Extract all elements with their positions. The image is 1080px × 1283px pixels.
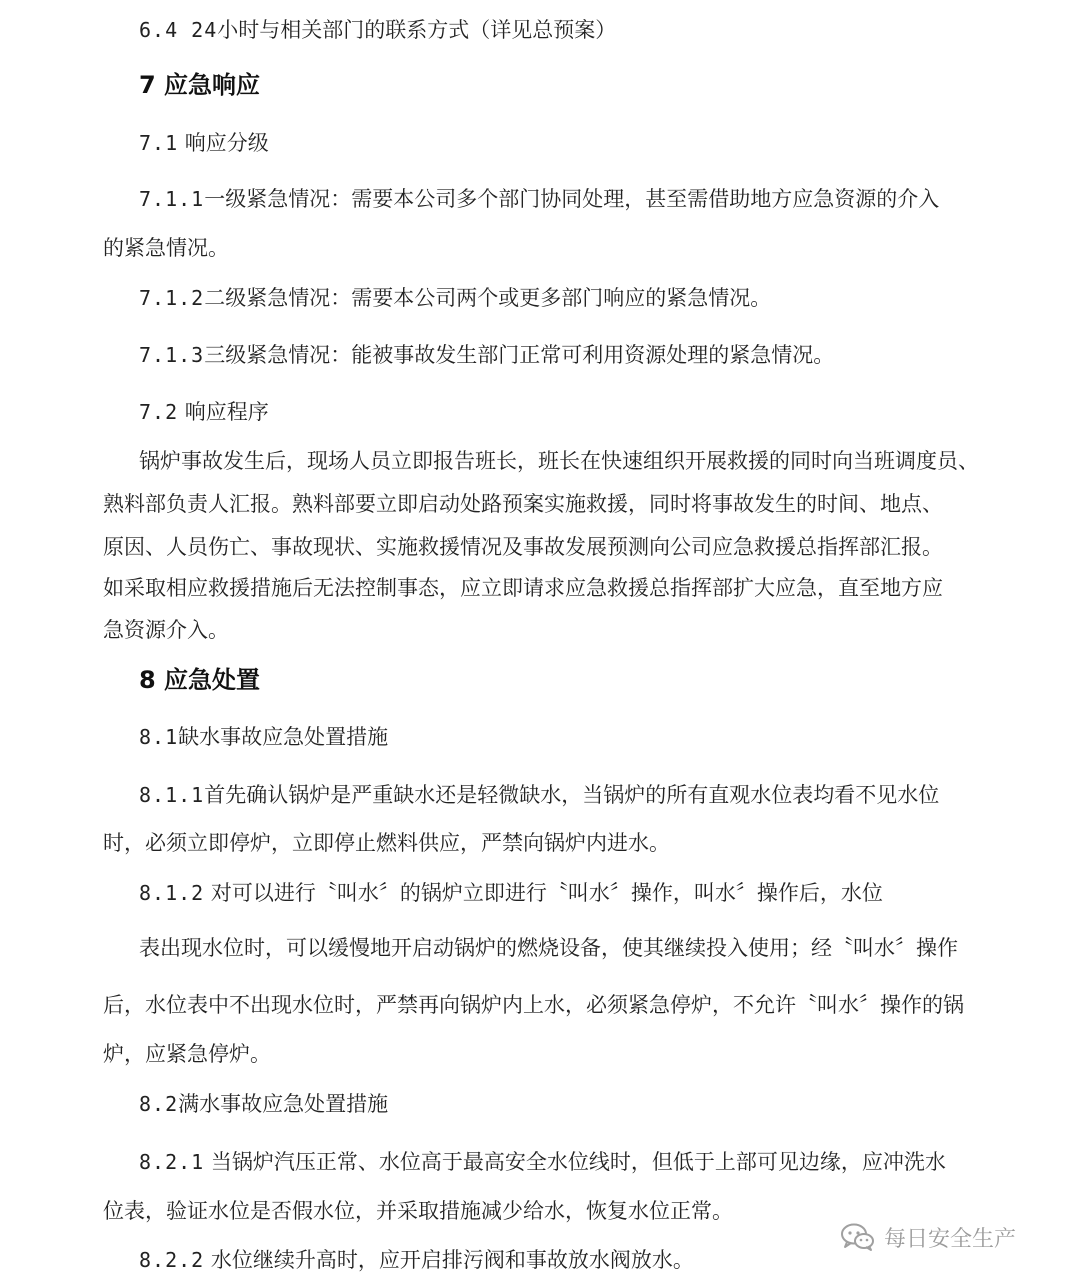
paragraph-line: 原因、人员伤亡、事故现状、实施救援情况及事故发展预测向公司应急救援总指挥部汇报。 xyxy=(103,535,943,559)
text-line xyxy=(139,724,388,750)
paragraph-line: 如采取相应救援措施后无法控制事态，应立即请求应急救援总指挥部扩大应急，直至地方应 xyxy=(103,576,943,600)
text-line: 表出现水位时，可以缓慢地开启动锅炉的燃烧设备，使其继续投入使用；经〝叫水〞操作 xyxy=(139,936,958,960)
section-number: 8.2 xyxy=(139,1092,179,1116)
text-line: 位表，验证水位是否假水位，并采取措施减少给水，恢复水位正常。 xyxy=(103,1199,733,1223)
section-number: 8.2.1 xyxy=(139,1150,205,1174)
line-text: 响应分级 xyxy=(178,131,269,155)
text-line xyxy=(139,186,939,212)
text-line: 后，水位表中不出现水位时，严禁再向锅炉内上水，必须紧急停炉，不允许〝叫水〞操作的锅 xyxy=(103,993,964,1017)
paragraph-line: 熟料部负责人汇报。熟料部要立即启动处路预案实施救援，同时将事故发生的时间、地点、 xyxy=(103,492,943,516)
section-number: 7.1 xyxy=(139,131,179,155)
watermark xyxy=(840,1219,1016,1255)
line-text: 首先确认锅炉是严重缺水还是轻微缺水，当锅炉的所有直观水位表均看不见水位 xyxy=(204,783,940,807)
text-line xyxy=(139,1149,946,1175)
line-text: 三级紧急情况：能被事故发生部门正常可利用资源处理的紧急情况。 xyxy=(204,343,835,367)
line-text: 小时与相关部门的联系方式（详见总预案） xyxy=(217,18,617,42)
section-number: 7.1.1 xyxy=(139,187,205,211)
section-number: 8.1.1 xyxy=(139,783,205,807)
text-line: 的紧急情况。 xyxy=(103,236,229,260)
section-number: 7.1.2 xyxy=(139,286,205,310)
section-number: 7.1.3 xyxy=(139,343,205,367)
text-line xyxy=(139,782,939,808)
text-line xyxy=(139,1247,694,1273)
section-heading-8: 8 应急处置 xyxy=(139,666,261,694)
text-line xyxy=(139,130,269,156)
section-number: 6.4 24 xyxy=(139,18,218,42)
watermark-text: 每日安全生产 xyxy=(884,1226,1017,1252)
section-number: 7.2 xyxy=(139,400,179,424)
line-text: 满水事故应急处置措施 xyxy=(178,1092,389,1116)
paragraph-line: 急资源介入。 xyxy=(103,618,229,642)
line-text: 当锅炉汽压正常、水位高于最高安全水位线时，但低于上部可见边缘，应冲洗水 xyxy=(204,1150,946,1174)
text-line xyxy=(139,1091,388,1117)
text-line xyxy=(139,342,834,368)
line-text: 缺水事故应急处置措施 xyxy=(178,725,389,749)
line-text: 响应程序 xyxy=(178,400,269,424)
text-line xyxy=(139,399,269,425)
section-heading-7: 7 应急响应 xyxy=(139,71,261,99)
paragraph-line: 锅炉事故发生后，现场人员立即报告班长，班长在快速组织开展救援的同时向当班调度员、 xyxy=(139,449,979,473)
wechat-icon xyxy=(840,1222,876,1252)
section-number: 8.2.2 xyxy=(139,1248,205,1272)
text-line xyxy=(139,17,616,43)
text-line: 时，必须立即停炉，立即停止燃料供应，严禁向锅炉内进水。 xyxy=(103,831,670,855)
text-line xyxy=(139,880,883,906)
section-number: 8.1.2 xyxy=(139,881,205,905)
line-text: 对可以进行〝叫水〞的锅炉立即进行〝叫水〞操作，叫水〞操作后，水位 xyxy=(204,881,883,905)
section-number: 8.1 xyxy=(139,725,179,749)
line-text: 水位继续升高时，应开启排污阀和事故放水阀放水。 xyxy=(204,1248,694,1272)
line-text: 二级紧急情况：需要本公司两个或更多部门响应的紧急情况。 xyxy=(204,286,772,310)
text-line xyxy=(139,285,771,311)
text-line: 炉，应紧急停炉。 xyxy=(103,1042,271,1066)
line-text: 一级紧急情况：需要本公司多个部门协同处理，甚至需借助地方应急资源的介入 xyxy=(204,187,940,211)
